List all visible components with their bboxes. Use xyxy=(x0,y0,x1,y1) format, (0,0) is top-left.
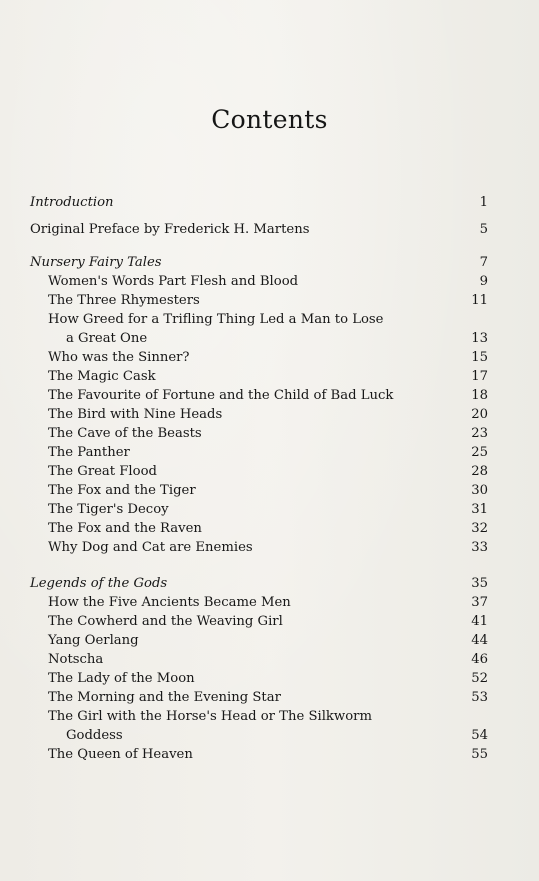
toc-page-number: 32 xyxy=(471,521,488,536)
toc-entry xyxy=(30,593,488,612)
toc-page-number: 28 xyxy=(471,464,488,479)
toc-page-number: 18 xyxy=(471,388,488,403)
page-title: Contents xyxy=(211,105,328,134)
toc-entry xyxy=(30,650,488,669)
toc-entry xyxy=(30,272,488,291)
toc-entry-title: The Fox and the Raven xyxy=(48,521,202,536)
toc-entry xyxy=(30,310,488,348)
toc-page-number: 53 xyxy=(471,690,488,705)
toc-entry-title: The Fox and the Tiger xyxy=(48,483,196,498)
toc-page-number: 7 xyxy=(479,255,488,270)
toc-page-number: 5 xyxy=(479,222,488,237)
toc-entry-title: Who was the Sinner? xyxy=(48,350,190,365)
toc-page-number: 35 xyxy=(471,576,488,591)
toc-spacer xyxy=(30,239,488,253)
toc-page-number: 33 xyxy=(471,540,488,555)
toc-entry xyxy=(30,707,488,745)
toc-entry-title: Introduction xyxy=(30,195,114,210)
toc-section-heading xyxy=(30,253,488,272)
toc-page-number: 15 xyxy=(471,350,488,365)
toc-entry xyxy=(30,538,488,557)
toc-page-number: 52 xyxy=(471,671,488,686)
toc-page-number: 44 xyxy=(471,633,488,648)
toc-entry-title-continuation: a Great One xyxy=(66,331,148,346)
toc-page-number: 31 xyxy=(471,502,488,517)
toc-entry-title: Nursery Fairy Tales xyxy=(30,255,162,270)
toc-entry-title: Original Preface by Frederick H. Martens xyxy=(30,222,310,237)
toc-section-heading xyxy=(30,193,488,212)
toc-entry xyxy=(30,631,488,650)
toc-entry-title: Legends of the Gods xyxy=(30,576,168,591)
toc-page-number: 20 xyxy=(471,407,488,422)
toc-entry-title: The Panther xyxy=(48,445,130,460)
toc-entry-title: The Girl with the Horse's Head or The Silkworm xyxy=(48,709,372,724)
toc-page-number: 13 xyxy=(471,331,488,346)
toc-entry-title: Notscha xyxy=(48,652,104,667)
toc-entry-title: The Favourite of Fortune and the Child of Bad Luck xyxy=(48,388,394,403)
toc-entry xyxy=(30,500,488,519)
toc-page-number: 55 xyxy=(471,747,488,762)
table-of-contents xyxy=(30,193,488,764)
toc-entry xyxy=(30,424,488,443)
toc-entry-title-continuation: Goddess xyxy=(66,728,123,743)
toc-entry-title: The Cowherd and the Weaving Girl xyxy=(48,614,283,629)
toc-page-number: 46 xyxy=(471,652,488,667)
toc-entry xyxy=(30,462,488,481)
toc-entry xyxy=(30,519,488,538)
toc-entry xyxy=(30,443,488,462)
toc-entry xyxy=(30,405,488,424)
toc-entry-title: The Lady of the Moon xyxy=(48,671,195,686)
toc-entry-title: The Bird with Nine Heads xyxy=(48,407,223,422)
toc-entry-title: Women's Words Part Flesh and Blood xyxy=(48,274,299,289)
toc-section-heading xyxy=(30,574,488,593)
toc-entry xyxy=(30,367,488,386)
toc-entry xyxy=(30,481,488,500)
toc-entry-title: The Three Rhymesters xyxy=(48,293,200,308)
toc-entry-title: Yang Oerlang xyxy=(48,633,139,648)
toc-entry-title: The Morning and the Evening Star xyxy=(48,690,281,705)
toc-page-number: 25 xyxy=(471,445,488,460)
toc-page-number: 23 xyxy=(471,426,488,441)
toc-entry-title: Why Dog and Cat are Enemies xyxy=(48,540,253,555)
toc-page-number: 30 xyxy=(471,483,488,498)
toc-entry-title: The Tiger's Decoy xyxy=(48,502,169,517)
toc-entry-title: How the Five Ancients Became Men xyxy=(48,595,291,610)
toc-entry-title: The Cave of the Beasts xyxy=(48,426,202,441)
toc-entry xyxy=(30,688,488,707)
toc-page-number: 54 xyxy=(471,728,488,743)
toc-page-number: 1 xyxy=(479,195,488,210)
toc-entry-title: The Queen of Heaven xyxy=(48,747,193,762)
toc-page-number: 11 xyxy=(471,293,488,308)
toc-entry xyxy=(30,612,488,631)
toc-page-number: 37 xyxy=(471,595,488,610)
toc-entry-title: How Greed for a Trifling Thing Led a Man to Lose xyxy=(48,312,384,327)
toc-entry xyxy=(30,745,488,764)
toc-entry-title: The Magic Cask xyxy=(48,369,156,384)
toc-page-number: 41 xyxy=(471,614,488,629)
toc-entry xyxy=(30,669,488,688)
toc-spacer xyxy=(30,557,488,574)
toc-entry xyxy=(30,291,488,310)
toc-entry xyxy=(30,220,488,239)
toc-page-number: 17 xyxy=(471,369,488,384)
toc-entry-title: The Great Flood xyxy=(48,464,157,479)
toc-entry xyxy=(30,348,488,367)
toc-entry xyxy=(30,386,488,405)
toc-page-number: 9 xyxy=(479,274,488,289)
toc-spacer xyxy=(30,212,488,220)
